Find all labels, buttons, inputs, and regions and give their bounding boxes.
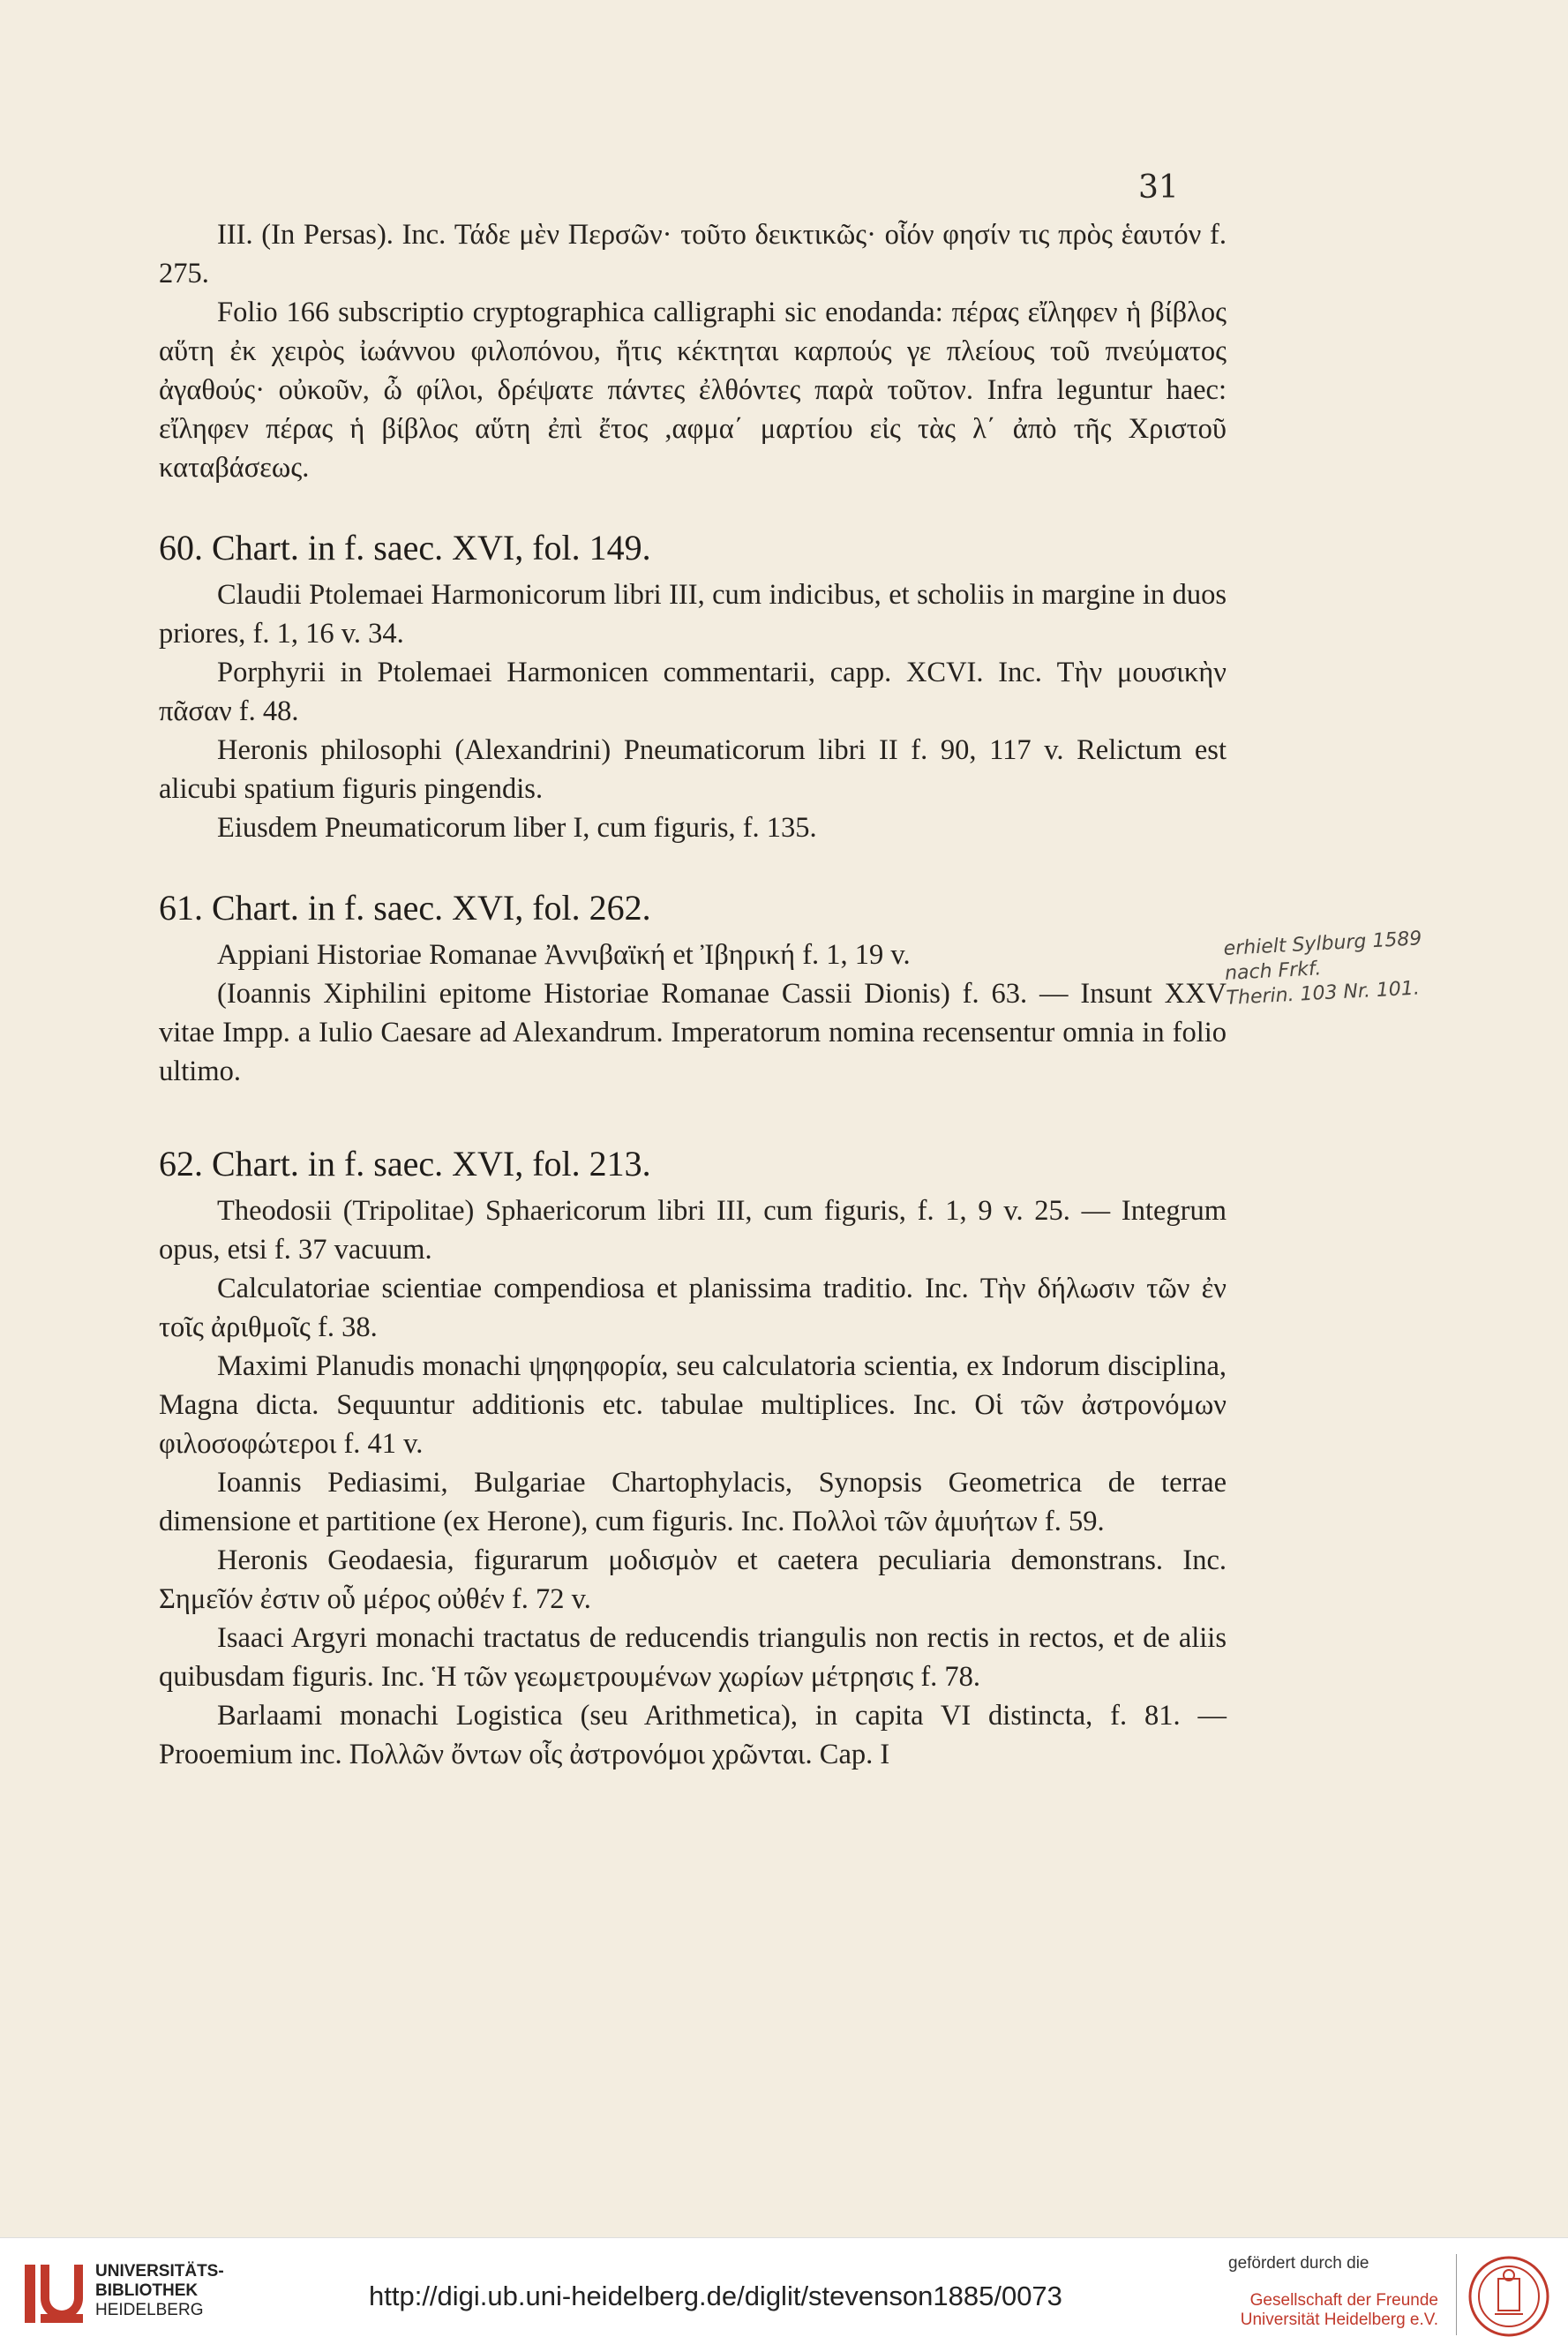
permalink-url[interactable]: http://digi.ub.uni-heidelberg.de/diglit/stevenson1885/0073	[369, 2281, 1062, 2311]
entry-62-item: Heronis Geodaesia, figurarum μοδισμὸν et caetera peculiaria demonstrans. Inc. Σημεῖόν ἐστιν οὗ μέρος οὐθέν f. 72 v.	[159, 1544, 1227, 1615]
entry-heading-62: 62. Chart. in f. saec. XVI, fol. 213.	[159, 1144, 651, 1184]
sponsor-label: gefördert durch die	[1228, 2254, 1369, 2273]
entry-62-item: Ioannis Pediasimi, Bulgariae Chartophylacis, Synopsis Geometrica de terrae dimensione et partitione (ex Herone), cum figuris. Inc. Πολλοὶ τῶν ἀμυήτων f. 59.	[159, 1467, 1227, 1537]
page-number: 31	[1138, 169, 1179, 206]
digitization-footer	[0, 2237, 1568, 2352]
university-seal-icon	[1468, 2256, 1549, 2337]
entry-60-item: Eiusdem Pneumaticorum liber I, cum figuris, f. 135.	[217, 812, 817, 844]
entry-61-item: (Ioannis Xiphilini epitome Historiae Romanae Cassii Dionis) f. 63. — Insunt XXV vitae Impp. a Iulio Caesare ad Alexandrum. Imperatorum nomina recensentur omnia in folio ultimo.	[159, 978, 1227, 1087]
entry-62-item: Theodosii (Tripolitae) Sphaericorum libri III, cum figuris, f. 1, 9 v. 25. — Integrum opus, etsi f. 37 vacuum.	[159, 1195, 1227, 1266]
entry-60-item: Heronis philosophi (Alexandrini) Pneumaticorum libri II f. 90, 117 v. Relictum est alicubi spatium figuris pingendis.	[159, 734, 1227, 805]
university-library-logo-icon	[19, 2259, 88, 2328]
entry-62-item: Maximi Planudis monachi ψηφηφορία, seu calculatoria scientia, ex Indorum disciplina, Magna dicta. Sequuntur additionis etc. tabulae multiplices. Inc. Οἱ τῶν ἀστρονόμων φιλοσοφώτεροι f. 41 v.	[159, 1350, 1227, 1460]
entry-60-item: Claudii Ptolemaei Harmonicorum libri III, cum indicibus, et scholiis in margine in duos priores, f. 1, 16 v. 34.	[159, 579, 1227, 650]
handwritten-marginal-note: erhielt Sylburg 1589 nach Frkf. Therin. 103 Nr. 101.	[1223, 928, 1422, 1010]
entry-heading-61: 61. Chart. in f. saec. XVI, fol. 262.	[159, 888, 651, 928]
entry-heading-60: 60. Chart. in f. saec. XVI, fol. 149.	[159, 528, 651, 567]
divider	[1456, 2254, 1457, 2335]
sponsor-block	[1209, 2254, 1438, 2330]
entry-60-item: Porphyrii in Ptolemaei Harmonicen commentarii, capp. XCVI. Inc. Τὴν μουσικὴν πᾶσαν f. 48.	[159, 657, 1227, 727]
library-name: UNIVERSITÄTS- BIBLIOTHEK HEIDELBERG	[95, 2262, 224, 2319]
sponsor-org-line: Gesellschaft der Freunde	[1249, 2291, 1438, 2310]
sponsor-org-line: Universität Heidelberg e.V.	[1240, 2311, 1438, 2329]
document-body	[159, 215, 1227, 1774]
entry-62-item: Barlaami monachi Logistica (seu Arithmetica), in capita VI distincta, f. 81. — Prooemium inc. Πολλῶν ὄντων οἷς ἀστρονόμοι χρῶνται. Cap. I	[159, 1700, 1227, 1770]
entry-62-item: Isaaci Argyri monachi tractatus de reducendis triangulis non rectis in rectos, et de aliis quibusdam figuris. Inc. Ἡ τῶν γεωμετρουμένων χωρίων μέτρησις f. 78.	[159, 1622, 1227, 1693]
paragraph-subscriptio: Folio 166 subscriptio cryptographica calligraphi sic enodanda: πέρας εἴληφεν ἡ βίβλος αὕτη ἐκ χειρὸς ἰωάννου φιλοπόνου, ἥτις κέκτηται καρπούς γε πλείους τοῦ πνεύματος ἀγαθούς· οὐκοῦν, ὦ φίλοι, δρέψατε πάντες ἐλθόντες παρὰ τοῦτον. Infra leguntur haec: εἴληφεν πέρας ἡ βίβλος αὕτη ἐπὶ ἔτος ,αφμα΄ μαρτίου εἰς τὰς λ΄ ἀπὸ τῆς Χριστοῦ καταβάσεως.	[159, 297, 1227, 484]
paragraph-in-persas: III. (In Persas). Inc. Τάδε μὲν Περσῶν· τοῦτο δεικτικῶς· οἷόν φησίν τις πρὸς ἑαυτόν f. 275.	[159, 219, 1227, 289]
entry-62-item: Calculatoriae scientiae compendiosa et planissima traditio. Inc. Τὴν δήλωσιν τῶν ἐν τοῖς ἀριθμοῖς f. 38.	[159, 1273, 1227, 1343]
entry-61-item: Appiani Historiae Romanae Ἀννιβαϊκή et Ἰβηρική f. 1, 19 v.	[217, 939, 911, 971]
